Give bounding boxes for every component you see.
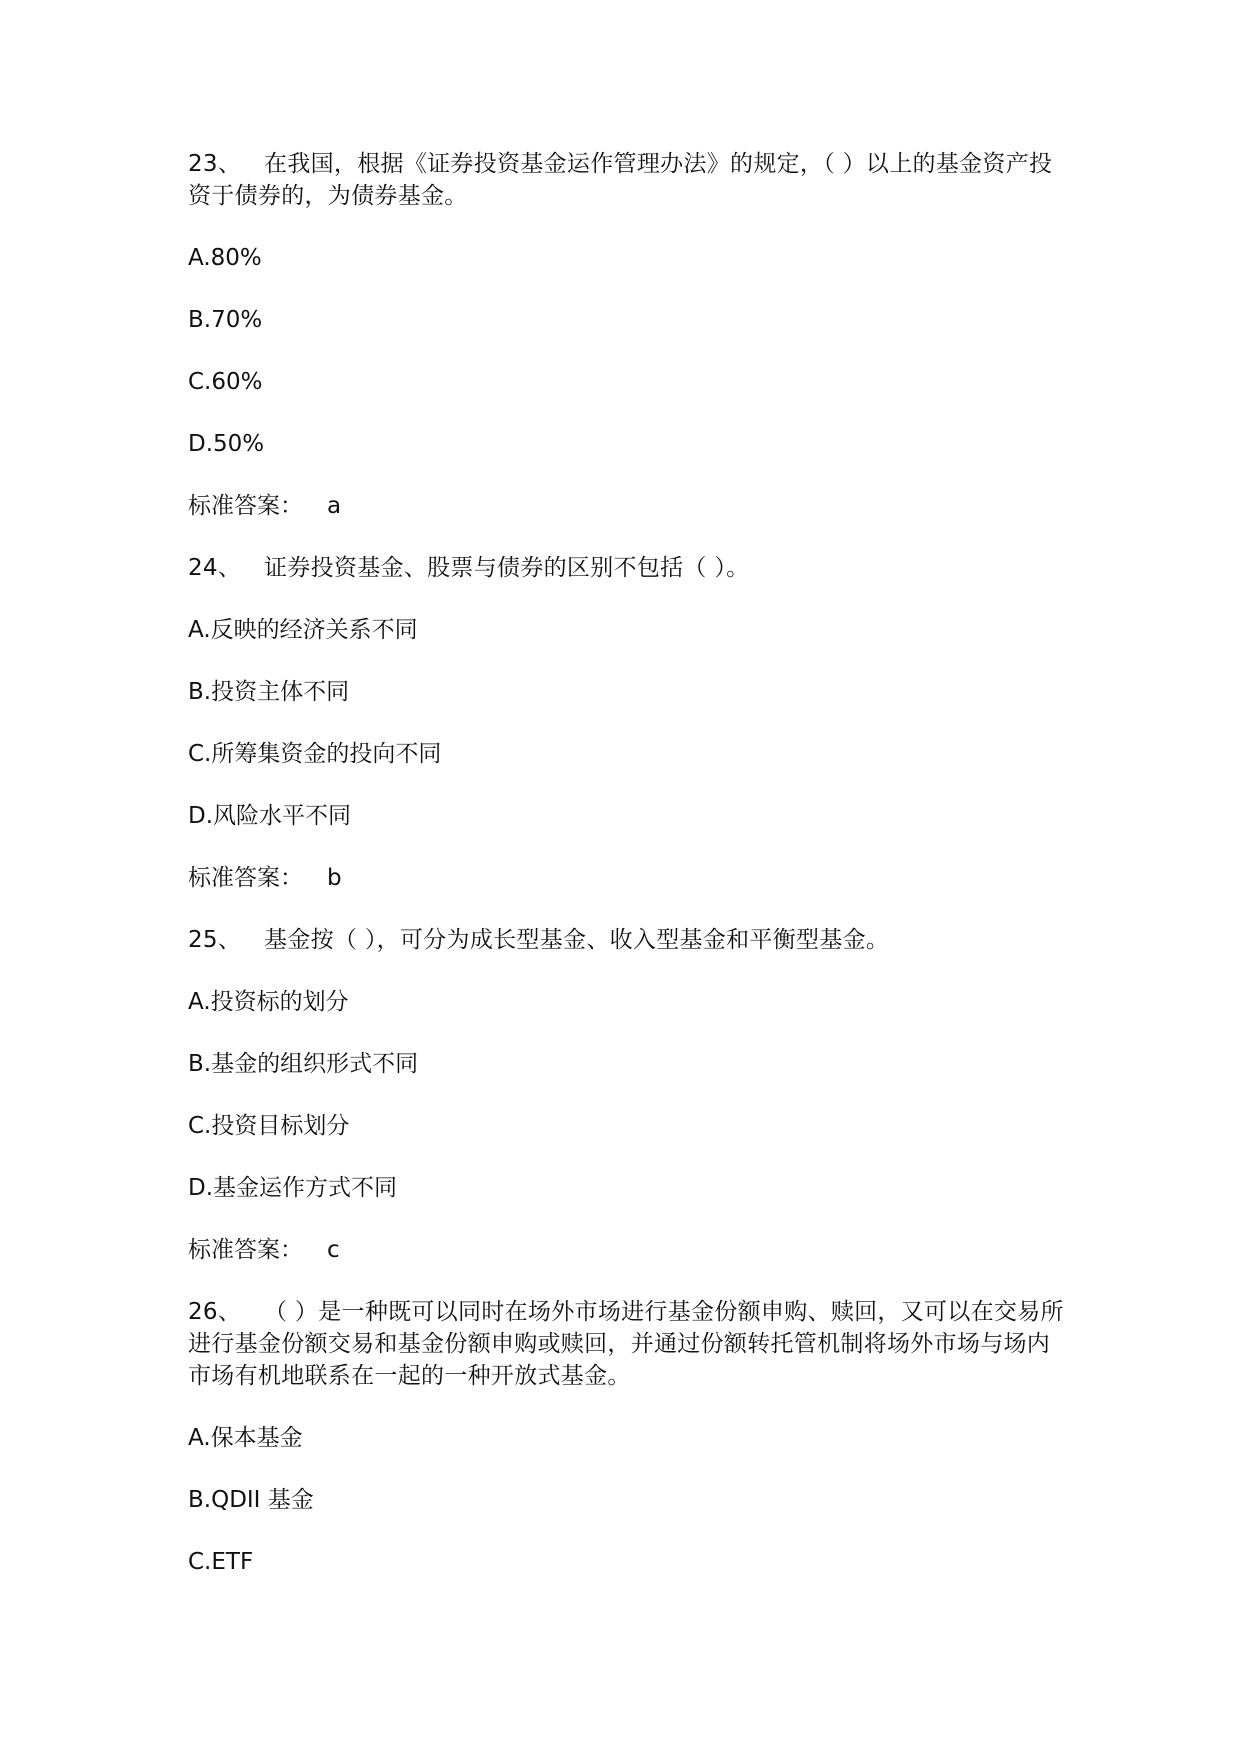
option-c: C.投资目标划分 [188,1113,350,1139]
question-number: 24、 [188,555,242,581]
answer-label: 标准答案： [188,1237,303,1263]
option-a: A.投资标的划分 [188,989,349,1015]
standard-answer [188,862,1068,894]
standard-answer [188,490,1068,522]
question-text: 基金按（ ），可分为成长型基金、收入型基金和平衡型基金。 [264,927,890,953]
question-stem [188,552,1068,584]
option-d: D.基金运作方式不同 [188,1175,398,1201]
standard-answer [188,1234,1068,1266]
question-24 [188,552,1068,894]
option-b: B.QDII 基金 [188,1487,314,1513]
question-number: 26、 [188,1299,242,1325]
answer-label: 标准答案： [188,493,303,519]
option-c: C.ETF [188,1549,254,1575]
question-26 [188,1296,1068,1578]
option-a: A.80% [188,245,262,271]
option-a: A.保本基金 [188,1425,303,1451]
question-number: 25、 [188,927,242,953]
option-a: A.反映的经济关系不同 [188,617,418,643]
question-stem [188,924,1068,956]
option-b: B.70% [188,307,263,333]
option-b: B.基金的组织形式不同 [188,1051,419,1077]
question-number: 23、 [188,151,242,177]
option-c: C.60% [188,369,263,395]
question-23 [188,148,1068,522]
answer-value: c [327,1237,340,1263]
option-c: C.所筹集资金的投向不同 [188,741,442,767]
answer-value: b [327,865,342,891]
question-text: （ ）是一种既可以同时在场外市场进行基金份额申购、赎回，又可以在交易所进行基金份额交易和基金份额申购或赎回，并通过份额转托管机制将场外市场与场内市场有机地联系在一起的一种开放式基金。 [188,1299,1064,1389]
answer-label: 标准答案： [188,865,303,891]
question-25 [188,924,1068,1266]
question-stem [188,1296,1068,1392]
answer-value: a [327,493,342,519]
question-text: 证券投资基金、股票与债券的区别不包括（ ）。 [264,555,750,581]
option-b: B.投资主体不同 [188,679,350,705]
question-stem [188,148,1068,212]
option-d: D.风险水平不同 [188,803,352,829]
question-text: 在我国，根据《证券投资基金运作管理办法》的规定，（ ）以上的基金资产投资于债券的，为债券基金。 [188,151,1053,209]
option-d: D.50% [188,431,265,457]
document-page [188,148,1068,1608]
